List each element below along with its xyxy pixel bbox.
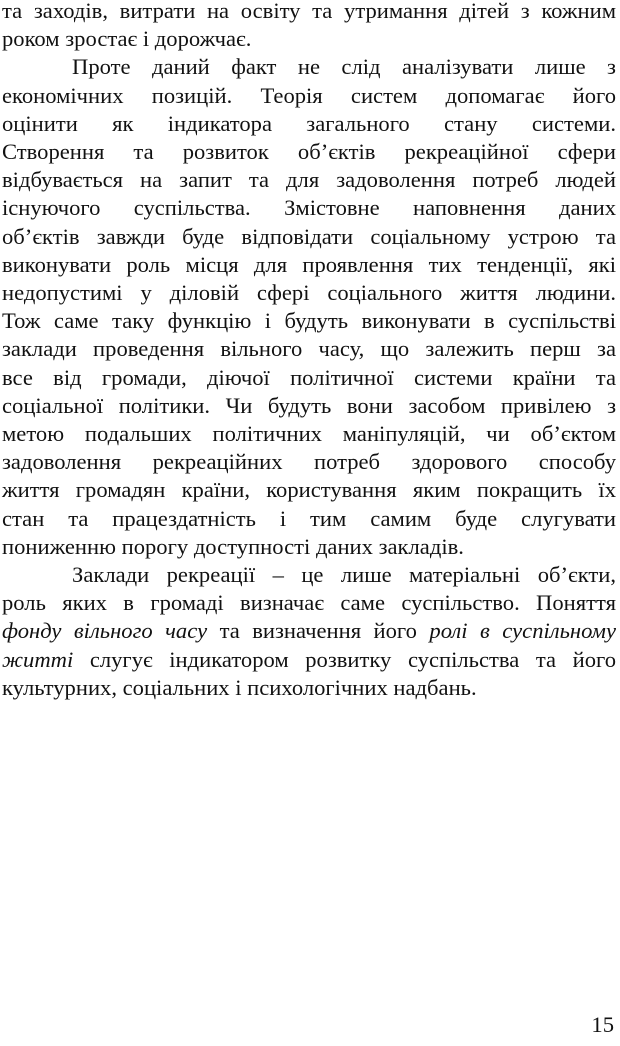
text-line: заклади проведення вільного часу, що залежить перш за — [2, 336, 616, 362]
text-line: роль яких в громаді визначає саме суспільство. Поняття — [2, 590, 616, 616]
text-line: відбувається на запит та для задоволення потреб людей — [2, 167, 616, 193]
italic-term: ролі в суспільному — [429, 618, 616, 644]
text-line — [2, 617, 616, 645]
paragraph-3 — [2, 561, 616, 702]
text-line: недопустимі у діловій сфері соціального життя людини. — [2, 280, 616, 306]
italic-term: житті — [2, 646, 74, 672]
text-line: життя громадян країни, користування яким покращить їх — [2, 477, 616, 503]
text-line: метою подальших політичних маніпуляцій, чи об’єктом — [2, 421, 616, 447]
text-line: існуючого суспільства. Змістовне наповнення даних — [2, 195, 616, 221]
paragraph-1 — [2, 0, 616, 53]
text-line: Тож саме таку функцію і будуть виконувати в суспільстві — [2, 308, 616, 334]
text-line: задоволення рекреаційних потреб здорового способу — [2, 449, 616, 475]
text-line: все від громади, діючої політичної системи країни та — [2, 364, 616, 390]
text-line: об’єктів завжди буде відповідати соціальному устрою та — [2, 223, 616, 249]
text-line: роком зростає і дорожчає. — [2, 26, 252, 52]
text-line: стан та працездатність і тим самим буде слугувати — [2, 505, 616, 531]
text-run: та визначення його — [207, 618, 430, 644]
text-line: соціальної політики. Чи будуть вони засобом привілею з — [2, 392, 616, 418]
text-line: Проте даний факт не слід аналізувати лише з — [72, 54, 616, 80]
text-line: оцінити як індикатора загального стану системи. — [2, 110, 616, 136]
text-line: культурних, соціальних і психологічних надбань. — [2, 674, 477, 700]
text-line: Заклади рекреації – це лише матеріальні об’єкти, — [72, 562, 616, 588]
text-line: економічних позицій. Теорія систем допомагає його — [2, 82, 616, 108]
text-line: виконувати роль місця для проявлення тих тенденції, які — [2, 251, 616, 277]
text-line: пониженню порогу доступності даних закладів. — [2, 533, 464, 559]
paragraph-2 — [2, 53, 616, 561]
body-text — [2, 0, 616, 702]
text-line: та заходів, витрати на освіту та утримання дітей з кожним — [2, 0, 616, 23]
italic-term: фонду вільного часу — [2, 618, 208, 644]
text-line — [2, 646, 616, 674]
text-run: слугує індикатором розвитку суспільства та його — [73, 646, 616, 672]
text-line: Створення та розвиток об’єктів рекреаційної сфери — [2, 139, 616, 165]
page-number: 15 — [591, 1012, 614, 1037]
